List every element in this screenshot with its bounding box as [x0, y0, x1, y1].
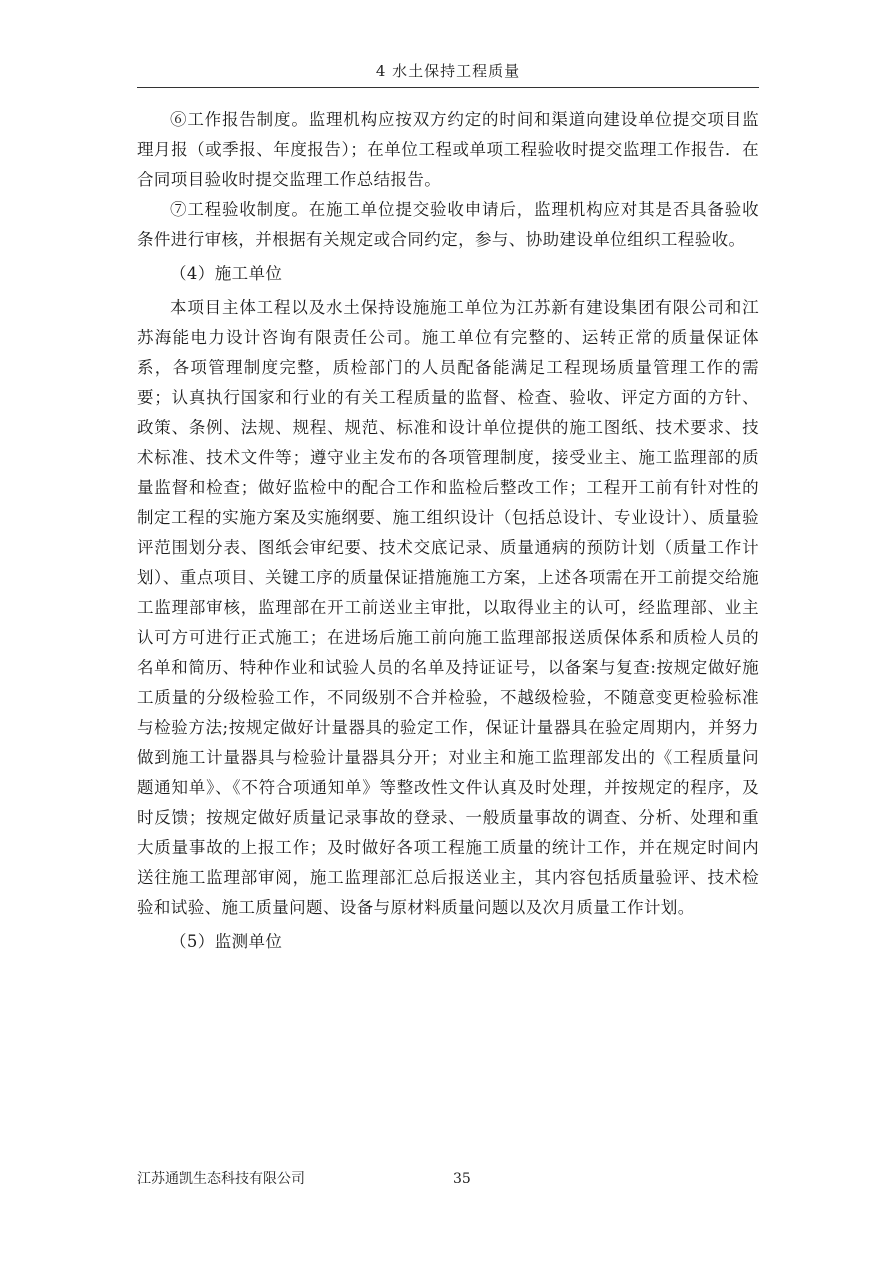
paragraph-construction-unit: 本项目主体工程以及水土保持设施施工单位为江苏新有建设集团有限公司和江苏海能电力设计咨询有限责任公司。施工单位有完整的、运转正常的质量保证体系，各项管理制度完整，质检部门的人员配备能满足工程现场质量管理工作的需要；认真执行国家和行业的有关工程质量的监督、检查、验收、评定方面的方针、政策、条例、法规、规程、规范、标准和设计单位提供的施工图纸、技术要求、技术标准、技术文件等；遵守业主发布的各项管理制度，接受业主、施工监理部的质量监督和检查；做好监检中的配合工作和监检后整改工作；工程开工前有针对性的制定工程的实施方案及实施纲要、施工组织设计（包括总设计、专业设计）、质量验评范围划分表、图纸会审纪要、技术交底记录、质量通病的预防计划（质量工作计划）、重点项目、关键工序的质量保证措施施工方案，上述各项需在开工前提交给施工监理部审核，监理部在开工前送业主审批，以取得业主的认可，经监理部、业主认可方可进行正式施工；在进场后施工前向施工监理部报送质保体系和质检人员的名单和简历、特种作业和试验人员的名单及持证证号，以备案与复查:按规定做好施工质量的分级检验工作，不同级别不合并检验，不越级检验，不随意变更检验标准与检验方法;按规定做好计量器具的验定工作，保证计量器具在验定周期内，并努力做到施工计量器具与检验计量器具分开；对业主和施工监理部发出的《工程质量问题通知单》、《不符合项通知单》等整改性文件认真及时处理，并按规定的程序，及时反馈；按规定做好质量记录事故的登录、一般质量事故的调查、分析、处理和重大质量事故的上报工作；及时做好各项工程施工质量的统计工作，并在规定时间内送往施工监理部审阅，施工监理部汇总后报送业主，其内容包括质量验评、技术检验和试验、施工质量问题、设备与原材料质量问题以及次月质量工作计划。: [137, 298, 759, 917]
page-footer: [137, 1168, 759, 1190]
header-divider: [137, 87, 759, 88]
page-header: [137, 60, 759, 82]
heading-monitoring-unit: （5）监测单位: [170, 932, 283, 951]
paragraph-acceptance-system: ⑦工程验收制度。在施工单位提交验收申请后，监理机构应对其是否具备验收条件进行审核，并根据有关规定或合同约定，参与、协助建设单位组织工程验收。: [137, 200, 759, 249]
page-number: 35: [453, 1171, 471, 1187]
footer-company-name: 江苏通凯生态科技有限公司: [137, 1171, 305, 1187]
chapter-title: 4 水土保持工程质量: [375, 62, 521, 80]
paragraph-work-report-system: ⑥工作报告制度。监理机构应按双方约定的时间和渠道向建设单位提交项目监理月报（或季报、年度报告）；在单位工程或单项工程验收时提交监理工作报告．在合同项目验收时提交监理工作总结报告。: [137, 110, 759, 189]
document-body: [137, 105, 759, 961]
heading-construction-unit: （4）施工单位: [170, 264, 283, 283]
